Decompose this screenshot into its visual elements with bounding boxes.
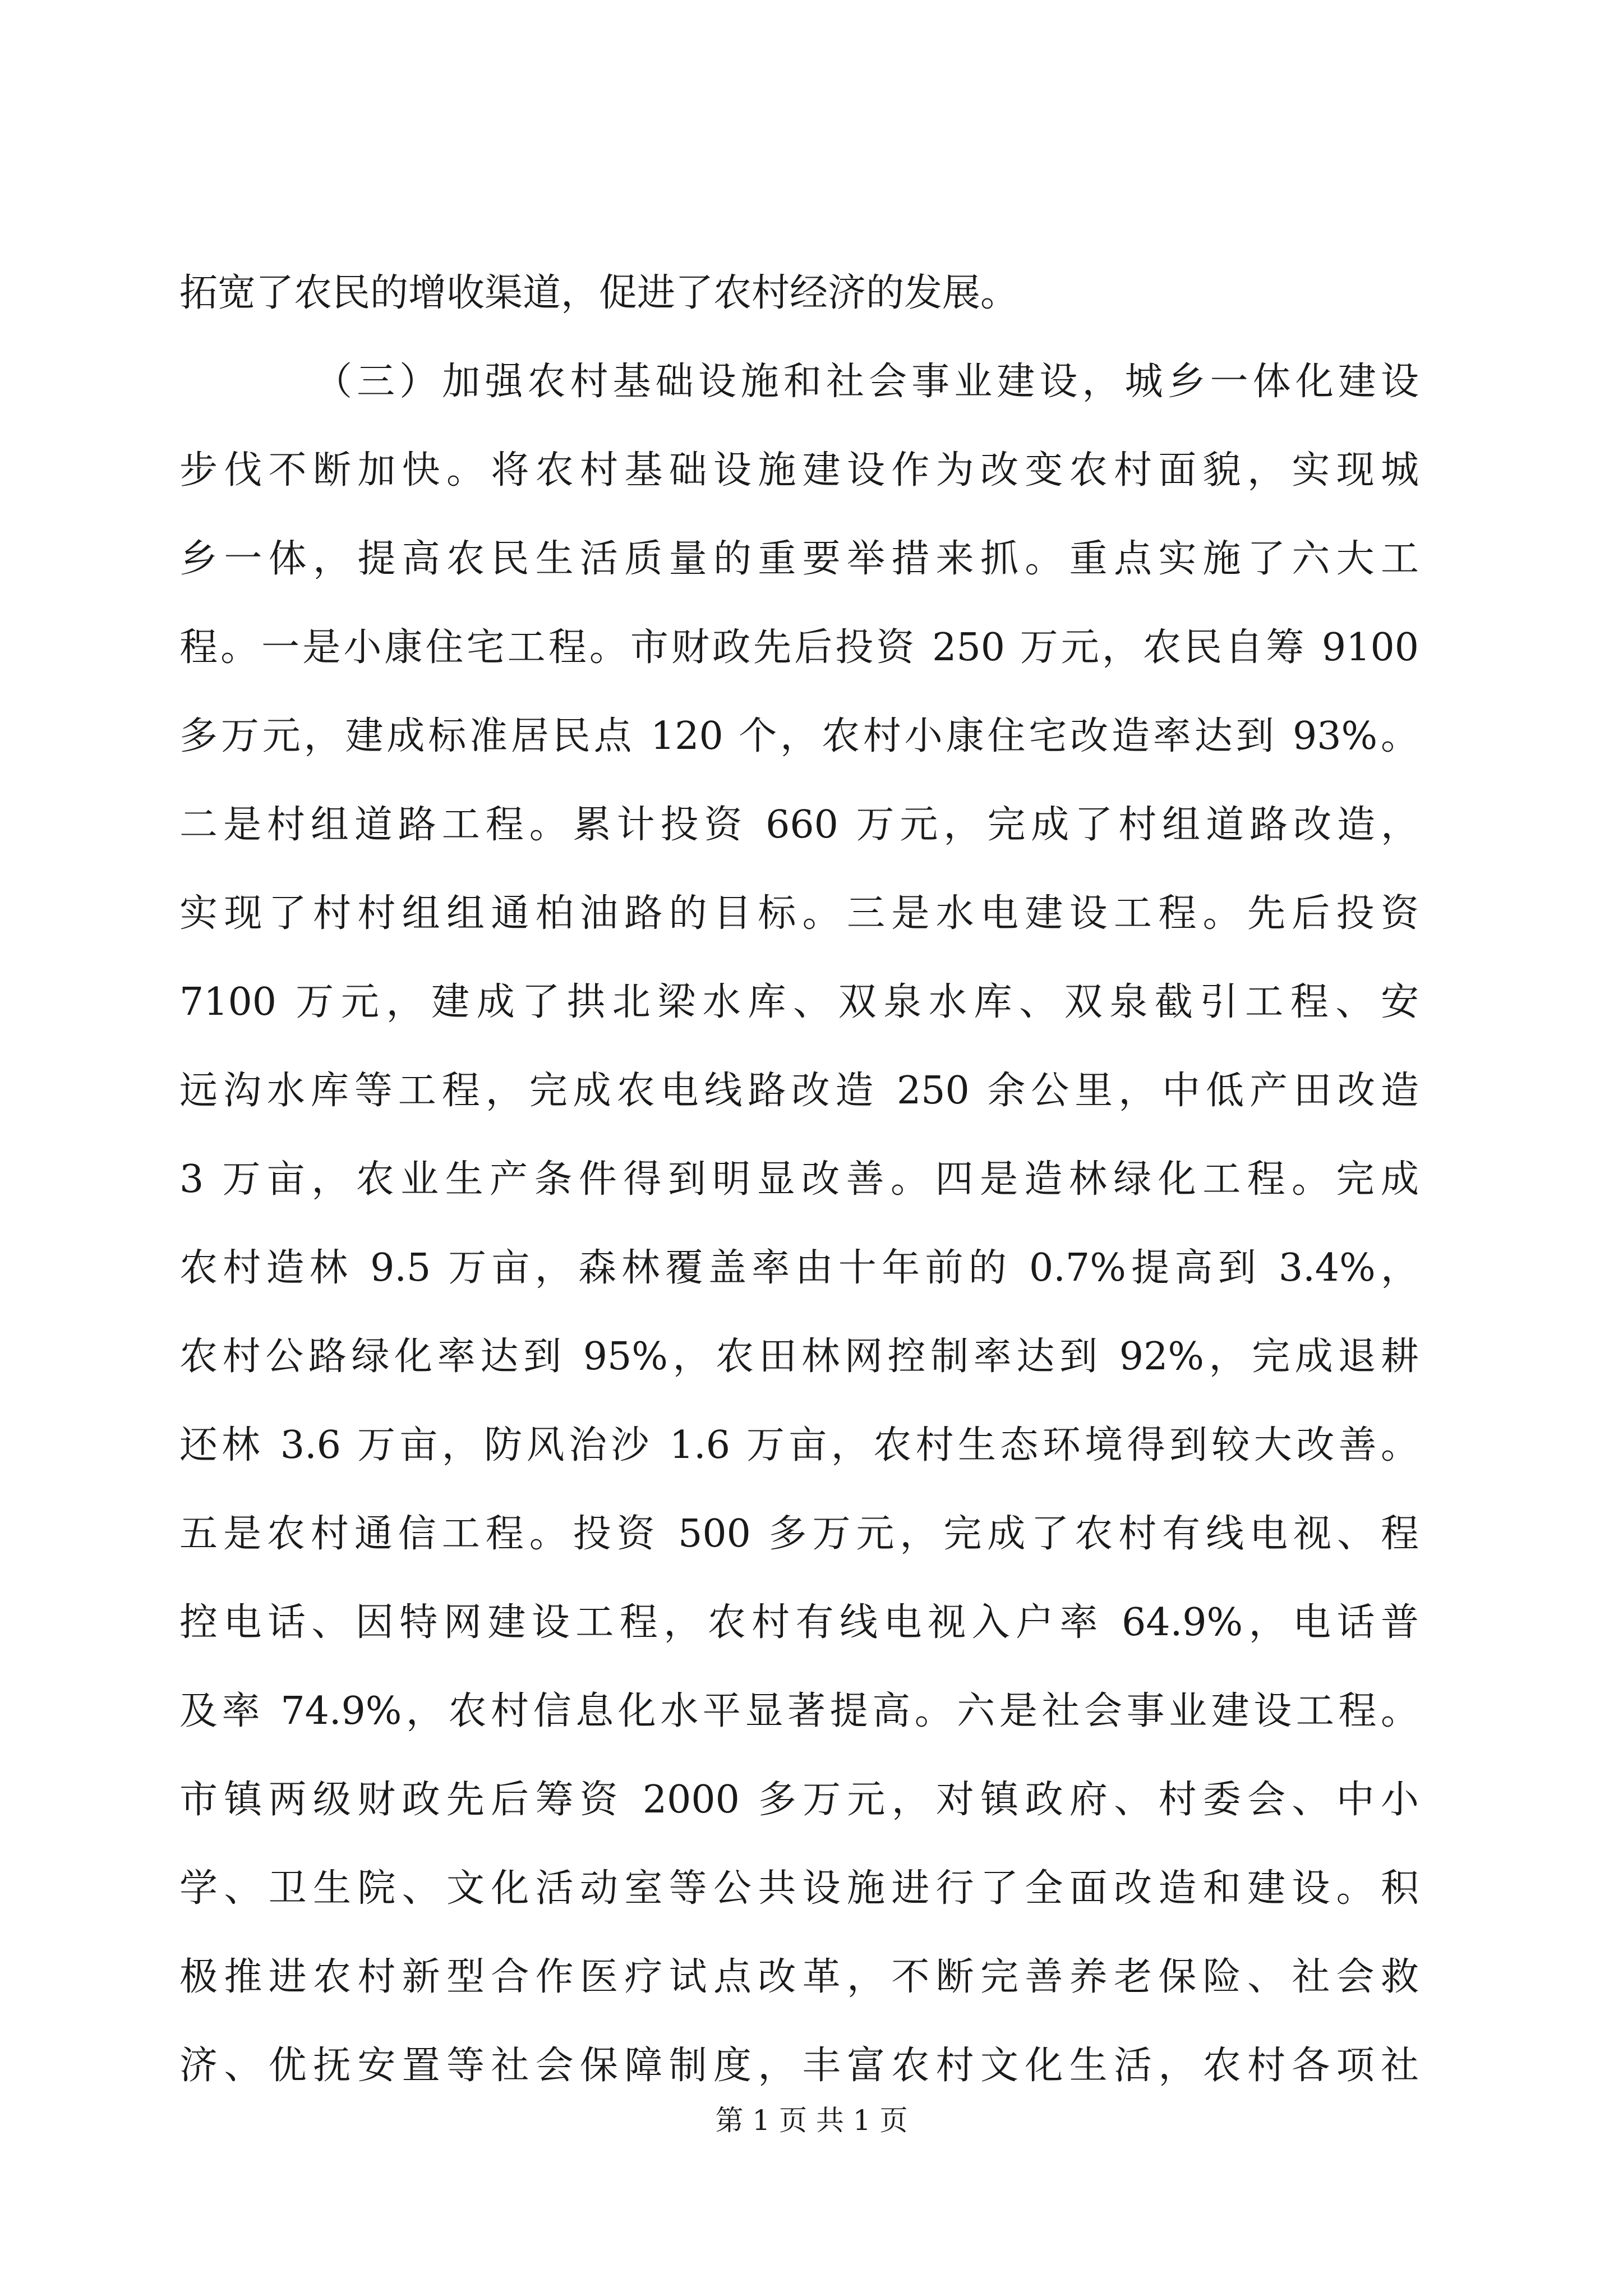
page-footer: 第 1 页 共 1 页 [715, 2104, 908, 2137]
text-line: 拓宽了农民的增收渠道，促进了农村经济的发展。 [179, 271, 1019, 315]
text-line: 五是农村通信工程。投资 500 多万元，完成了农村有线电视、程 [179, 1512, 1419, 1556]
text-line: 学、卫生院、文化活动室等公共设施进行了全面改造和建设。积 [179, 1866, 1419, 1911]
text-line: 7100 万元，建成了拱北梁水库、双泉水库、双泉截引工程、安 [179, 980, 1419, 1024]
text-line: 及率 74.9%，农村信息化水平显著提高。六是社会事业建设工程。 [179, 1689, 1419, 1733]
text-line: 农村造林 9.5 万亩，森林覆盖率由十年前的 0.7%提高到 3.4%， [179, 1246, 1419, 1290]
text-line: 多万元，建成标准居民点 120 个，农村小康住宅改造率达到 93%。 [179, 714, 1419, 758]
text-line: 农村公路绿化率达到 95%，农田林网控制率达到 92%，完成退耕 [179, 1335, 1419, 1379]
text-line: 3 万亩，农业生产条件得到明显改善。四是造林绿化工程。完成 [179, 1157, 1419, 1202]
text-line: 步伐不断加快。将农村基础设施建设作为改变农村面貌，实现城 [179, 448, 1419, 493]
text-line: 二是村组道路工程。累计投资 660 万元，完成了村组道路改造， [179, 803, 1419, 847]
section-heading-line: （三）加强农村基础设施和社会事业建设，城乡一体化建设 [314, 360, 1419, 404]
text-line: 还林 3.6 万亩，防风治沙 1.6 万亩，农村生态环境得到较大改善。 [179, 1423, 1419, 1467]
text-line: 济、优抚安置等社会保障制度，丰富农村文化生活，农村各项社 [179, 2044, 1419, 2088]
text-line: 实现了村村组组通柏油路的目标。三是水电建设工程。先后投资 [179, 891, 1419, 936]
text-line: 控电话、因特网建设工程，农村有线电视入户率 64.9%，电话普 [179, 1600, 1419, 1645]
text-line: 乡一体，提高农民生活质量的重要举措来抓。重点实施了六大工 [179, 537, 1419, 581]
text-line: 市镇两级财政先后筹资 2000 多万元，对镇政府、村委会、中小 [179, 1778, 1419, 1822]
text-line: 远沟水库等工程，完成农电线路改造 250 余公里，中低产田改造 [179, 1069, 1419, 1113]
text-line: 程。一是小康住宅工程。市财政先后投资 250 万元，农民自筹 9100 [179, 625, 1419, 670]
text-line: 极推进农村新型合作医疗试点改革，不断完善养老保险、社会救 [179, 1955, 1419, 1999]
